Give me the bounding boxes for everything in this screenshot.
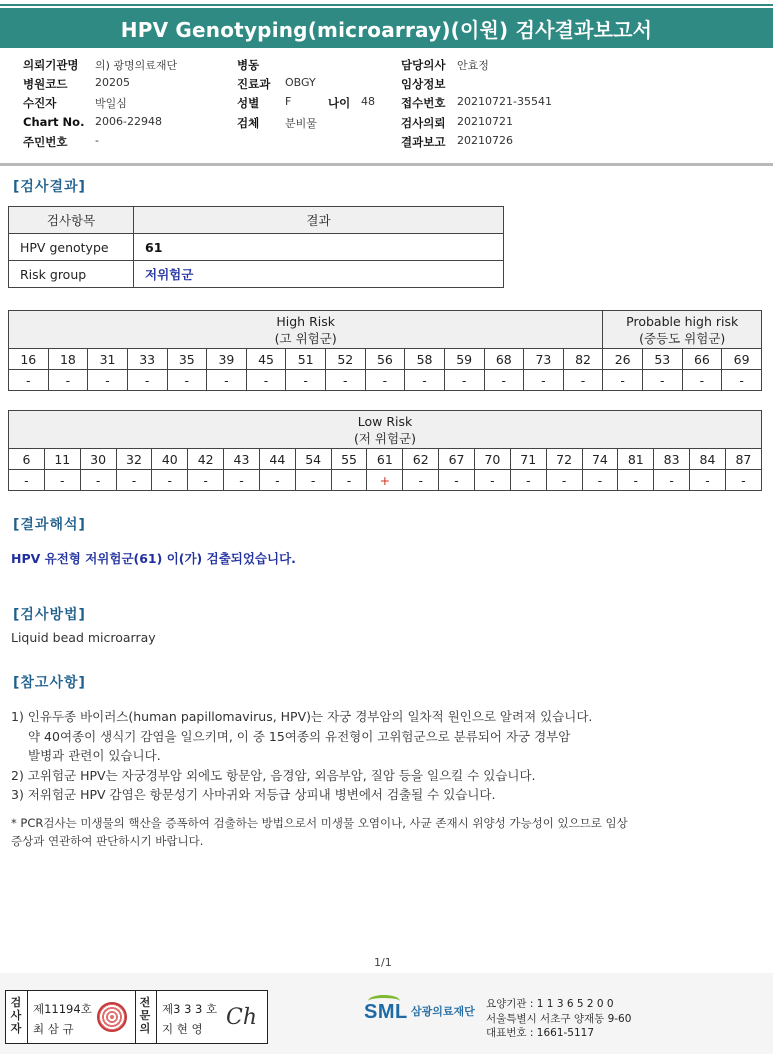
- genotype-result-cell: -: [44, 470, 80, 491]
- genotype-result-cell: -: [326, 370, 366, 391]
- seal-stamp: [97, 1002, 127, 1032]
- genotype-cell: 11: [44, 449, 80, 470]
- genotype-cell: 74: [582, 449, 618, 470]
- header-divider: [0, 163, 773, 166]
- genotype-cell: 31: [88, 349, 128, 370]
- genotype-cell: 42: [188, 449, 224, 470]
- genotype-result-cell: -: [510, 470, 546, 491]
- genotype-cell: 81: [618, 449, 654, 470]
- interpretation-title: [결과해석]: [13, 517, 86, 533]
- genotype-result-cell: -: [405, 370, 445, 391]
- probable-risk-subtitle: (중등도 위험군): [639, 330, 726, 346]
- genotype-result-cell: -: [524, 370, 564, 391]
- logo-text: SML: [364, 1001, 408, 1023]
- institution-value: 의) 광명의료재단: [95, 59, 178, 72]
- genotype-cell: 67: [439, 449, 475, 470]
- method-title: [검사방법]: [13, 607, 86, 623]
- genotype-cell: 39: [207, 349, 247, 370]
- method-text: Liquid bead microarray: [11, 630, 156, 645]
- genotype-result-cell: -: [474, 470, 510, 491]
- high-risk-types-row: [9, 349, 762, 370]
- genotype-result-cell: -: [331, 470, 367, 491]
- genotype-result-cell: -: [643, 370, 683, 391]
- high-risk-results-row: [9, 370, 762, 391]
- patient-info: [0, 55, 773, 155]
- genotype-cell: 71: [510, 449, 546, 470]
- org-code: 요양기관 : 1 1 3 6 5 2 0 0: [486, 998, 614, 1010]
- genotype-cell: 52: [326, 349, 366, 370]
- genotype-cell: 53: [643, 349, 683, 370]
- tester-name: 최 삼 규: [33, 1022, 74, 1036]
- genotype-result-cell: -: [725, 470, 761, 491]
- resident-label: 주민번호: [23, 135, 68, 149]
- report-value: 20210726: [457, 134, 513, 147]
- genotype-cell: 30: [80, 449, 116, 470]
- hospital-code-value: 20205: [95, 76, 130, 89]
- genotype-cell: 44: [259, 449, 295, 470]
- genotype-result-cell: -: [88, 370, 128, 391]
- genotype-cell: 62: [403, 449, 439, 470]
- page-number: 1/1: [374, 956, 392, 969]
- clinical-label: 임상정보: [401, 77, 446, 91]
- specialist-name: 지 현 영: [162, 1022, 203, 1036]
- notes-title: [참고사항]: [13, 675, 86, 691]
- note-line: 발병과 관련이 있습니다.: [28, 748, 161, 763]
- genotype-cell: 82: [563, 349, 603, 370]
- note-line: 3) 저위험군 HPV 감염은 항문성기 사마귀와 저등급 상피내 병변에서 검출될 수 있습니다.: [11, 787, 496, 802]
- genotype-result-cell: -: [116, 470, 152, 491]
- genotype-result-cell: -: [188, 470, 224, 491]
- genotype-cell: 66: [682, 349, 722, 370]
- genotype-cell: 26: [603, 349, 643, 370]
- genotype-result-cell: -: [403, 470, 439, 491]
- chart-label: Chart No.: [23, 115, 85, 129]
- age-value: 48: [361, 95, 375, 108]
- genotype-cell: 40: [152, 449, 188, 470]
- institution-label: 의뢰기관명: [23, 58, 79, 72]
- genotype-cell: 54: [295, 449, 331, 470]
- result-item: HPV genotype: [9, 234, 134, 261]
- sml-logo: [364, 997, 475, 1024]
- genotype-cell: 59: [444, 349, 484, 370]
- genotype-cell: 87: [725, 449, 761, 470]
- genotype-cell: 68: [484, 349, 524, 370]
- genotype-result-cell: -: [48, 370, 88, 391]
- high-risk-subtitle: (고 위험군): [274, 330, 337, 346]
- probable-risk-title: Probable high risk: [626, 313, 739, 329]
- note-line: 1) 인유두종 바이러스(human papillomavirus, HPV)는 자궁 경부암의 일차적 원인으로 알려져 있습니다.: [11, 709, 593, 724]
- result-value: 저위험군: [134, 261, 504, 288]
- result-table: [8, 206, 504, 288]
- genotype-cell: 58: [405, 349, 445, 370]
- genotype-result-cell: -: [439, 470, 475, 491]
- genotype-result-cell: -: [246, 370, 286, 391]
- probable-risk-header: [603, 311, 762, 349]
- signature-box: [5, 990, 268, 1044]
- interpretation-text: HPV 유전형 저위험군(61) 이(가) 검출되었습니다.: [11, 551, 296, 566]
- logo-swoosh-icon: [368, 995, 400, 1007]
- genotype-result-cell: -: [546, 470, 582, 491]
- genotype-result-cell: -: [690, 470, 726, 491]
- age-label: 나이: [328, 96, 351, 110]
- genotype-cell: 83: [654, 449, 690, 470]
- genotype-result-cell: -: [9, 470, 45, 491]
- request-value: 20210721: [457, 115, 513, 128]
- signature: Ch: [226, 1005, 258, 1030]
- genotype-cell: 33: [127, 349, 167, 370]
- genotype-result-cell: -: [618, 470, 654, 491]
- genotype-cell: 35: [167, 349, 207, 370]
- result-section-title: [검사결과]: [13, 179, 86, 195]
- genotype-result-cell: -: [80, 470, 116, 491]
- genotype-result-cell: -: [654, 470, 690, 491]
- org-phone: 대표번호 : 1661-5117: [486, 1027, 595, 1039]
- genotype-cell: 45: [246, 349, 286, 370]
- genotype-cell: 43: [224, 449, 260, 470]
- divider: [135, 991, 136, 1043]
- high-risk-table: [8, 310, 762, 391]
- genotype-result-cell: -: [259, 470, 295, 491]
- note-line: 약 40여종이 생식기 감염을 일으키며, 이 중 15여종의 유전형이 고위험군으로 분류되어 자궁 경부암: [28, 728, 571, 744]
- doctor-label: 담당의사: [401, 58, 446, 72]
- genotype-cell: 51: [286, 349, 326, 370]
- dept-label: 진료과: [237, 77, 271, 91]
- genotype-cell: 73: [524, 349, 564, 370]
- low-risk-types-row: [9, 449, 762, 470]
- tester-license: 제11194호: [33, 1002, 92, 1016]
- genotype-result-cell: -: [167, 370, 207, 391]
- title-top-line: [0, 4, 773, 6]
- table-row: [9, 234, 504, 261]
- genotype-cell: 84: [690, 449, 726, 470]
- result-header-result: 결과: [134, 207, 504, 234]
- genotype-result-cell: -: [295, 470, 331, 491]
- genotype-result-cell: -: [603, 370, 643, 391]
- low-risk-results-row: [9, 470, 762, 491]
- specimen-value: 분비물: [285, 117, 317, 130]
- high-risk-header: [9, 311, 603, 349]
- pcr-footnote: [11, 814, 628, 850]
- genotype-result-cell: -: [207, 370, 247, 391]
- dept-value: OBGY: [285, 76, 316, 89]
- report-label: 결과보고: [401, 135, 446, 149]
- genotype-result-cell: +: [367, 470, 403, 491]
- result-value: 61: [134, 234, 504, 261]
- table-row: [9, 261, 504, 288]
- low-risk-subtitle: (저 위험군): [353, 430, 417, 446]
- high-risk-title: High Risk: [276, 313, 335, 329]
- report-title: HPV Genotyping(microarray)(이원) 검사결과보고서: [0, 8, 773, 48]
- low-risk-title: Low Risk: [357, 413, 413, 429]
- genotype-result-cell: -: [127, 370, 167, 391]
- resident-value: -: [95, 134, 99, 147]
- low-risk-header: [9, 411, 762, 449]
- request-label: 검사의뢰: [401, 116, 446, 130]
- genotype-result-cell: -: [365, 370, 405, 391]
- specialist-label: 전 문 의: [139, 996, 151, 1035]
- genotype-result-cell: -: [224, 470, 260, 491]
- sex-value: F: [285, 95, 292, 108]
- receipt-label: 접수번호: [401, 96, 446, 110]
- specialist-license: 제3 3 3 호: [162, 1002, 218, 1016]
- specimen-label: 검체: [237, 116, 260, 130]
- genotype-result-cell: -: [444, 370, 484, 391]
- genotype-cell: 18: [48, 349, 88, 370]
- chart-value: 2006-22948: [95, 115, 162, 128]
- footnote-line: * PCR검사는 미생물의 핵산을 증폭하여 검출하는 방법으로서 미생물 오염이나, 사균 존재시 위양성 가능성이 있으므로 임상: [11, 816, 628, 830]
- genotype-result-cell: -: [563, 370, 603, 391]
- genotype-result-cell: -: [286, 370, 326, 391]
- low-risk-table: [8, 410, 762, 491]
- divider: [27, 991, 28, 1043]
- note-line: 2) 고위험군 HPV는 자궁경부암 외에도 항문암, 음경암, 외음부암, 질암 등을 일으킬 수 있습니다.: [11, 767, 536, 783]
- org-info: [486, 997, 631, 1041]
- genotype-result-cell: -: [682, 370, 722, 391]
- ward-label: 병동: [237, 58, 260, 72]
- receipt-value: 20210721-35541: [457, 95, 552, 108]
- genotype-result-cell: -: [722, 370, 762, 391]
- genotype-cell: 16: [9, 349, 49, 370]
- result-item: Risk group: [9, 261, 134, 288]
- genotype-cell: 32: [116, 449, 152, 470]
- genotype-cell: 61: [367, 449, 403, 470]
- genotype-cell: 6: [9, 449, 45, 470]
- genotype-result-cell: -: [582, 470, 618, 491]
- genotype-result-cell: -: [484, 370, 524, 391]
- footnote-line: 증상과 연관하여 판단하시기 바랍니다.: [11, 834, 204, 848]
- genotype-result-cell: -: [152, 470, 188, 491]
- patient-value: 박일심: [95, 97, 127, 110]
- genotype-cell: 55: [331, 449, 367, 470]
- org-name: 삼광의료재단: [411, 1005, 475, 1018]
- genotype-cell: 56: [365, 349, 405, 370]
- tester-label: 검 사 자: [10, 996, 22, 1035]
- genotype-cell: 72: [546, 449, 582, 470]
- genotype-cell: 69: [722, 349, 762, 370]
- result-header-item: 검사항목: [9, 207, 134, 234]
- notes-list: [11, 707, 592, 805]
- divider: [156, 991, 157, 1043]
- sex-label: 성별: [237, 96, 260, 110]
- doctor-value: 안효정: [457, 59, 489, 72]
- hospital-code-label: 병원코드: [23, 77, 68, 91]
- org-address: 서울특별시 서초구 양재동 9-60: [486, 1012, 632, 1025]
- patient-label: 수진자: [23, 96, 57, 110]
- genotype-cell: 70: [474, 449, 510, 470]
- genotype-result-cell: -: [9, 370, 49, 391]
